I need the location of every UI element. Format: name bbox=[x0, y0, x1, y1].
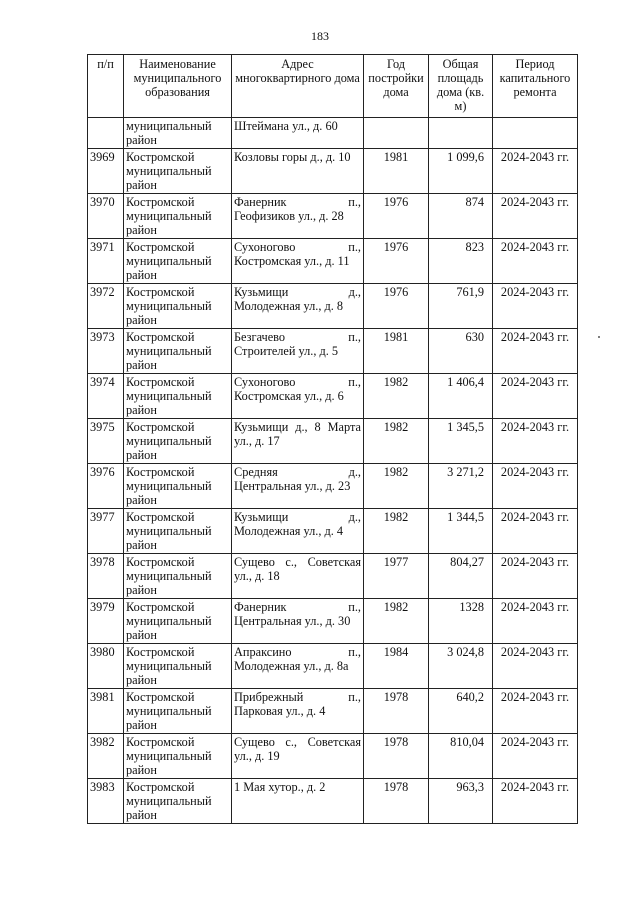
cell-num: 3978 bbox=[88, 554, 124, 599]
cell-period: 2024-2043 гг. bbox=[493, 554, 578, 599]
cell-address: Козловы горы д., д. 10 bbox=[232, 149, 364, 194]
cell-num bbox=[88, 118, 124, 149]
cell-area: 823 bbox=[429, 239, 493, 284]
cell-address: Кузьмищи д., 8 Марта ул., д. 17 bbox=[232, 419, 364, 464]
cell-num: 3976 bbox=[88, 464, 124, 509]
page-number: 183 bbox=[311, 29, 329, 43]
cell-municipality: Костромской муниципальный район bbox=[124, 374, 232, 419]
cell-num: 3972 bbox=[88, 284, 124, 329]
cell-municipality: Костромской муниципальный район bbox=[124, 464, 232, 509]
cell-period: 2024-2043 гг. bbox=[493, 734, 578, 779]
header-num: п/п bbox=[88, 55, 124, 118]
cell-year: 1978 bbox=[364, 734, 429, 779]
cell-num: 3982 bbox=[88, 734, 124, 779]
table-row bbox=[88, 149, 578, 194]
cell-period: 2024-2043 гг. bbox=[493, 239, 578, 284]
table-row bbox=[88, 374, 578, 419]
cell-num: 3973 bbox=[88, 329, 124, 374]
cell-period: 2024-2043 гг. bbox=[493, 149, 578, 194]
housing-table bbox=[87, 54, 578, 824]
cell-year bbox=[364, 118, 429, 149]
cell-year: 1982 bbox=[364, 599, 429, 644]
cell-area: 1328 bbox=[429, 599, 493, 644]
cell-municipality: Костромской муниципальный район bbox=[124, 779, 232, 824]
cell-period: 2024-2043 гг. bbox=[493, 194, 578, 239]
cell-num: 3975 bbox=[88, 419, 124, 464]
table-row bbox=[88, 554, 578, 599]
cell-num: 3969 bbox=[88, 149, 124, 194]
cell-year: 1984 bbox=[364, 644, 429, 689]
cell-municipality: муниципальный район bbox=[124, 118, 232, 149]
cell-area bbox=[429, 118, 493, 149]
table-row bbox=[88, 779, 578, 824]
cell-area: 1 345,5 bbox=[429, 419, 493, 464]
cell-area: 1 099,6 bbox=[429, 149, 493, 194]
cell-area: 3 024,8 bbox=[429, 644, 493, 689]
cell-area: 761,9 bbox=[429, 284, 493, 329]
cell-address: Сущево с., Советская ул., д. 18 bbox=[232, 554, 364, 599]
cell-period: 2024-2043 гг. bbox=[493, 644, 578, 689]
cell-area: 810,04 bbox=[429, 734, 493, 779]
cell-address: Сущево с., Советская ул., д. 19 bbox=[232, 734, 364, 779]
table-row bbox=[88, 734, 578, 779]
cell-year: 1978 bbox=[364, 689, 429, 734]
cell-address: Сухоногово п., Костромская ул., д. 6 bbox=[232, 374, 364, 419]
cell-num: 3980 bbox=[88, 644, 124, 689]
table-row bbox=[88, 284, 578, 329]
cell-municipality: Костромской муниципальный район bbox=[124, 599, 232, 644]
cell-area: 963,3 bbox=[429, 779, 493, 824]
cell-municipality: Костромской муниципальный район bbox=[124, 644, 232, 689]
cell-year: 1976 bbox=[364, 239, 429, 284]
cell-year: 1977 bbox=[364, 554, 429, 599]
cell-area: 874 bbox=[429, 194, 493, 239]
cell-year: 1976 bbox=[364, 194, 429, 239]
cell-year: 1982 bbox=[364, 509, 429, 554]
table-row bbox=[88, 239, 578, 284]
cell-year: 1976 bbox=[364, 284, 429, 329]
scan-mark bbox=[598, 336, 600, 338]
cell-address: Фанерник п., Центральная ул., д. 30 bbox=[232, 599, 364, 644]
cell-municipality: Костромской муниципальный район bbox=[124, 689, 232, 734]
cell-municipality: Костромской муниципальный район bbox=[124, 284, 232, 329]
cell-area: 804,27 bbox=[429, 554, 493, 599]
cell-municipality: Костромской муниципальный район bbox=[124, 419, 232, 464]
cell-address: Сухоногово п., Костромская ул., д. 11 bbox=[232, 239, 364, 284]
table-row bbox=[88, 509, 578, 554]
cell-year: 1981 bbox=[364, 149, 429, 194]
cell-municipality: Костромской муниципальный район bbox=[124, 509, 232, 554]
cell-period: 2024-2043 гг. bbox=[493, 464, 578, 509]
cell-period: 2024-2043 гг. bbox=[493, 284, 578, 329]
cell-address: Штеймана ул., д. 60 bbox=[232, 118, 364, 149]
cell-municipality: Костромской муниципальный район bbox=[124, 329, 232, 374]
table-row bbox=[88, 419, 578, 464]
cell-area: 1 406,4 bbox=[429, 374, 493, 419]
cell-address: Кузьмищи д., Молодежная ул., д. 8 bbox=[232, 284, 364, 329]
cell-year: 1982 bbox=[364, 464, 429, 509]
cell-area: 1 344,5 bbox=[429, 509, 493, 554]
header-address: Адрес многоквартирного дома bbox=[232, 55, 364, 118]
cell-address: Безгачево п., Строителей ул., д. 5 bbox=[232, 329, 364, 374]
cell-year: 1978 bbox=[364, 779, 429, 824]
cell-address: 1 Мая хутор., д. 2 bbox=[232, 779, 364, 824]
cell-address: Прибрежный п., Парковая ул., д. 4 bbox=[232, 689, 364, 734]
cell-period: 2024-2043 гг. bbox=[493, 509, 578, 554]
table-row bbox=[88, 599, 578, 644]
table-header-row bbox=[88, 55, 578, 118]
cell-municipality: Костромской муниципальный район bbox=[124, 554, 232, 599]
cell-year: 1982 bbox=[364, 419, 429, 464]
cell-year: 1982 bbox=[364, 374, 429, 419]
cell-num: 3974 bbox=[88, 374, 124, 419]
cell-period: 2024-2043 гг. bbox=[493, 779, 578, 824]
header-period: Период капитального ремонта bbox=[493, 55, 578, 118]
cell-municipality: Костромской муниципальный район bbox=[124, 239, 232, 284]
header-municipality: Наименование муниципального образования bbox=[124, 55, 232, 118]
header-year: Год постройки дома bbox=[364, 55, 429, 118]
cell-address: Кузьмищи д., Молодежная ул., д. 4 bbox=[232, 509, 364, 554]
cell-area: 640,2 bbox=[429, 689, 493, 734]
cell-area: 3 271,2 bbox=[429, 464, 493, 509]
cell-municipality: Костромской муниципальный район bbox=[124, 734, 232, 779]
table-row bbox=[88, 464, 578, 509]
cell-num: 3970 bbox=[88, 194, 124, 239]
cell-period: 2024-2043 гг. bbox=[493, 689, 578, 734]
table-row-partial bbox=[88, 118, 578, 149]
table-row bbox=[88, 329, 578, 374]
table-row bbox=[88, 689, 578, 734]
cell-period: 2024-2043 гг. bbox=[493, 419, 578, 464]
table-row bbox=[88, 194, 578, 239]
cell-num: 3971 bbox=[88, 239, 124, 284]
cell-area: 630 bbox=[429, 329, 493, 374]
cell-address: Средняя д., Центральная ул., д. 23 bbox=[232, 464, 364, 509]
cell-period: 2024-2043 гг. bbox=[493, 599, 578, 644]
header-area: Общая площадь дома (кв. м) bbox=[429, 55, 493, 118]
cell-period bbox=[493, 118, 578, 149]
cell-municipality: Костромской муниципальный район bbox=[124, 194, 232, 239]
table-row bbox=[88, 644, 578, 689]
cell-num: 3979 bbox=[88, 599, 124, 644]
cell-municipality: Костромской муниципальный район bbox=[124, 149, 232, 194]
cell-num: 3981 bbox=[88, 689, 124, 734]
cell-year: 1981 bbox=[364, 329, 429, 374]
cell-num: 3983 bbox=[88, 779, 124, 824]
cell-period: 2024-2043 гг. bbox=[493, 329, 578, 374]
cell-num: 3977 bbox=[88, 509, 124, 554]
cell-address: Апраксино п., Молодежная ул., д. 8а bbox=[232, 644, 364, 689]
cell-address: Фанерник п., Геофизиков ул., д. 28 bbox=[232, 194, 364, 239]
cell-period: 2024-2043 гг. bbox=[493, 374, 578, 419]
